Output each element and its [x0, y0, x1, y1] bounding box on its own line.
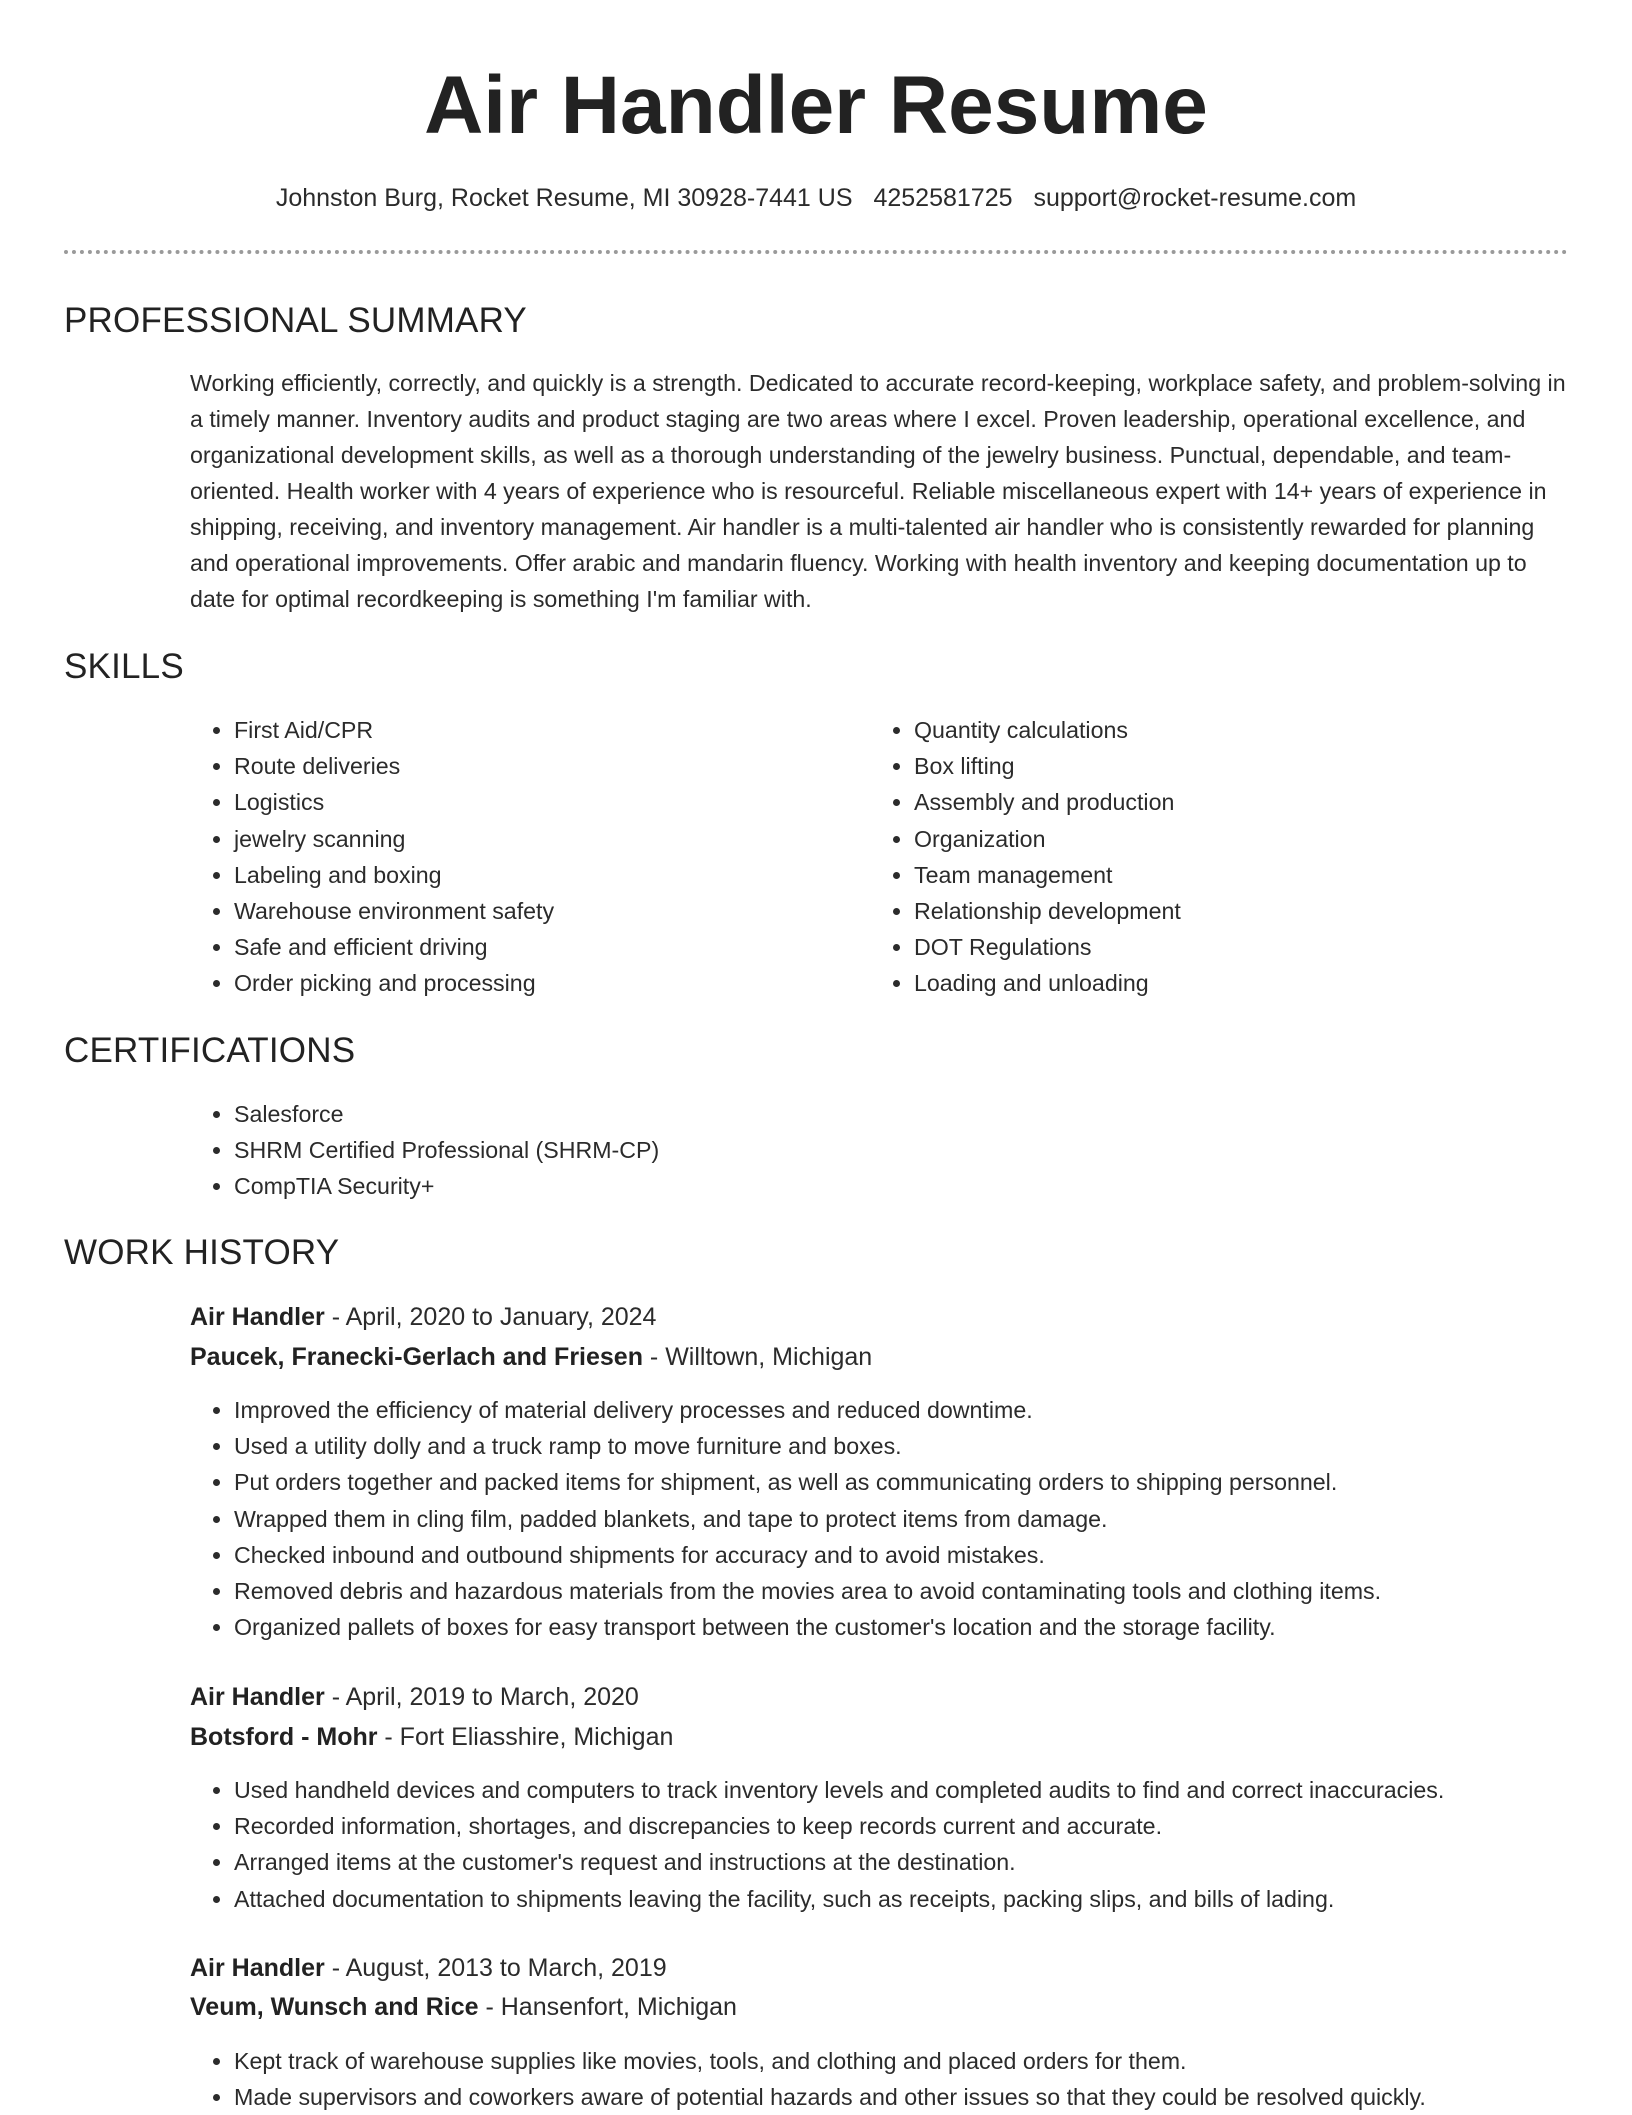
skills-list-left: [190, 712, 854, 1002]
job-role: Air Handler: [190, 1683, 325, 1711]
job-bullet: • Put orders together and packed items for shipment, as well as communicating orders to shipping personnel.: [234, 1464, 1624, 1500]
job-dates: - April, 2019 to March, 2020: [324, 1683, 639, 1711]
summary-heading: PROFESSIONAL SUMMARY: [64, 301, 527, 340]
job-company: Paucek, Franecki-Gerlach and Friesen: [190, 1343, 643, 1371]
skill-item: • DOT Regulations: [914, 929, 1534, 965]
job-company: Botsford - Mohr: [190, 1723, 378, 1751]
job-bullet: • Kept track of warehouse supplies like movies, tools, and clothing and placed orders for them.: [234, 2043, 1624, 2079]
job-bullet: • Removed debris and hazardous materials from the movies area to avoid contaminating tools and clothing items.: [234, 1573, 1624, 1609]
skills-list-right: [870, 712, 1534, 1002]
job-bullet: • Made supervisors and coworkers aware of potential hazards and other issues so that they could be resolved quickly.: [234, 2079, 1624, 2115]
job-dates: - April, 2020 to January, 2024: [324, 1303, 657, 1331]
job-bullet: • Used a utility dolly and a truck ramp to move furniture and boxes.: [234, 1428, 1624, 1464]
resume-title: Air Handler Resume: [424, 60, 1208, 151]
work-history-heading: WORK HISTORY: [64, 1233, 340, 1272]
job-location: - Hansenfort, Michigan: [478, 1993, 737, 2021]
job-role: Air Handler: [190, 1954, 325, 1982]
certification-item: • Salesforce: [234, 1096, 1534, 1132]
job-bullets: [190, 2043, 1624, 2115]
skill-item: • Quantity calculations: [914, 712, 1534, 748]
certification-item: • CompTIA Security+: [234, 1168, 1534, 1204]
job-bullet: • Organized pallets of boxes for easy transport between the customer's location and the storage facility.: [234, 1609, 1624, 1645]
contact-email: support@rocket-resume.com: [1033, 184, 1357, 212]
job-dates: - August, 2013 to March, 2019: [324, 1954, 667, 1982]
skill-item: • Assembly and production: [914, 784, 1534, 820]
skill-item: • Safe and efficient driving: [234, 929, 854, 965]
job-bullet: • Attached documentation to shipments leaving the facility, such as receipts, packing slips, and bills of lading.: [234, 1881, 1624, 1917]
job-location: - Fort Eliasshire, Michigan: [377, 1723, 674, 1751]
job-bullet: • Improved the efficiency of material delivery processes and reduced downtime.: [234, 1392, 1624, 1428]
job-company-line: [190, 1719, 673, 1755]
job-bullet: • Recorded information, shortages, and discrepancies to keep records current and accurate.: [234, 1808, 1624, 1844]
contact-address: Johnston Burg, Rocket Resume, MI 30928-7441 US: [275, 184, 853, 212]
summary-text: Working efficiently, correctly, and quickly is a strength. Dedicated to accurate record-keeping, workplace safety, and problem-solving in a timely manner. Inventory audits and product staging are two areas where I excel. Proven leadership, operational excellence, and organizational development skills, as well as a thorough understanding of the jewelry business. Punctual, dependable, and team-oriented. Health worker with 4 years of experience who is resourceful. Reliable miscellaneous expert with 14+ years of experience in shipping, receiving, and inventory management. Air handler is a multi-talented air handler who is consistently rewarded for planning and operational improvements. Offer arabic and mandarin fluency. Working with health inventory and keeping documentation up to date for optimal recordkeeping is something I'm familiar with.: [190, 370, 1566, 612]
job-company: Veum, Wunsch and Rice: [190, 1993, 479, 2021]
skill-item: • Labeling and boxing: [234, 857, 854, 893]
job-bullet: • Checked inbound and outbound shipments for accuracy and to avoid mistakes.: [234, 1537, 1624, 1573]
job-location: - Willtown, Michigan: [642, 1343, 873, 1371]
job-bullet: • Arranged items at the customer's request and instructions at the destination.: [234, 1844, 1624, 1880]
skill-item: • Team management: [914, 857, 1534, 893]
job-company-line: [190, 1339, 872, 1375]
skills-heading: SKILLS: [64, 647, 184, 686]
skill-item: • Organization: [914, 821, 1534, 857]
job-title-line: [190, 1679, 639, 1715]
job-bullets: [190, 1772, 1624, 1917]
job-title-line: [190, 1950, 667, 1986]
skill-item: • Warehouse environment safety: [234, 893, 854, 929]
certifications-heading: CERTIFICATIONS: [64, 1031, 356, 1070]
job-company-line: [190, 1989, 737, 2025]
job-title-line: [190, 1299, 656, 1335]
skill-item: • jewelry scanning: [234, 821, 854, 857]
job-bullet: • Used handheld devices and computers to track inventory levels and completed audits to find and correct inaccuracies.: [234, 1772, 1624, 1808]
job-bullet: • Wrapped them in cling film, padded blankets, and tape to protect items from damage.: [234, 1501, 1624, 1537]
header-divider: [64, 250, 1568, 254]
contact-line: [0, 180, 1632, 216]
skill-item: • Loading and unloading: [914, 965, 1534, 1001]
certifications-list: [190, 1096, 1534, 1205]
skill-item: • Route deliveries: [234, 748, 854, 784]
job-bullets: [190, 1392, 1624, 1645]
contact-phone: 4252581725: [873, 184, 1013, 212]
skill-item: • Relationship development: [914, 893, 1534, 929]
skill-item: • Order picking and processing: [234, 965, 854, 1001]
job-role: Air Handler: [190, 1303, 325, 1331]
skill-item: • Logistics: [234, 784, 854, 820]
skill-item: • First Aid/CPR: [234, 712, 854, 748]
certification-item: • SHRM Certified Professional (SHRM-CP): [234, 1132, 1534, 1168]
skill-item: • Box lifting: [914, 748, 1534, 784]
